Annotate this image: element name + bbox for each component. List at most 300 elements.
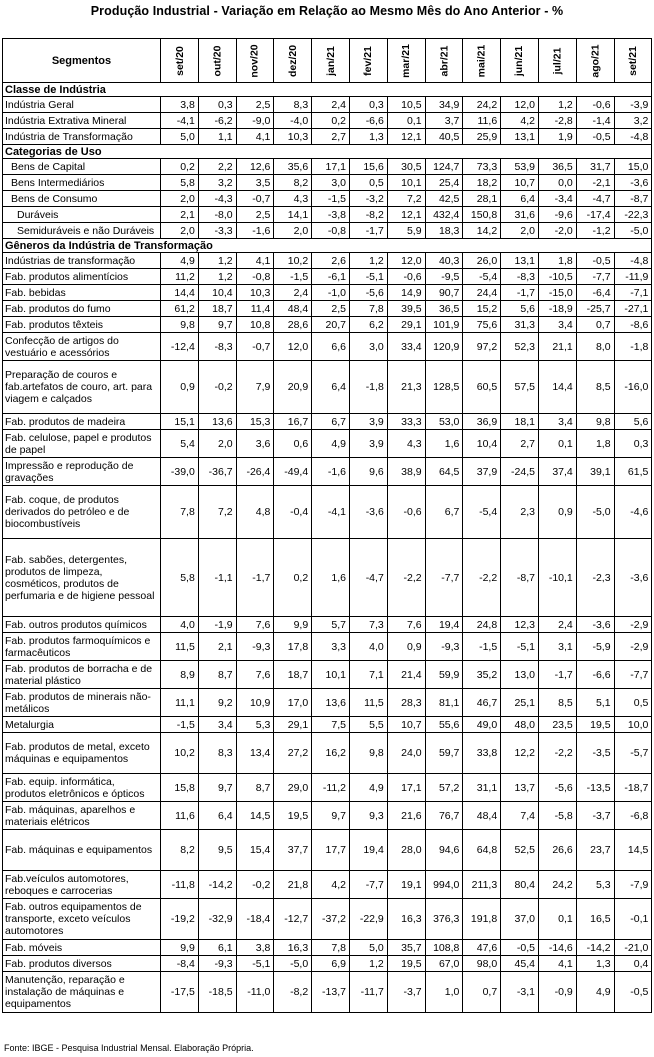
- value-cell: 59,9: [425, 661, 463, 689]
- value-cell: -1,0: [312, 285, 350, 301]
- value-cell: 8,2: [274, 175, 312, 191]
- value-cell: 37,4: [538, 458, 576, 486]
- value-cell: 57,2: [425, 774, 463, 802]
- value-cell: -9,5: [425, 269, 463, 285]
- value-cell: 3,4: [538, 317, 576, 333]
- category-row: [3, 83, 652, 97]
- value-cell: 53,0: [425, 414, 463, 430]
- value-cell: 12,0: [387, 253, 425, 269]
- value-cell: 3,2: [614, 113, 652, 129]
- value-cell: -4,1: [161, 113, 199, 129]
- value-cell: -9,3: [198, 956, 236, 972]
- table-row: [3, 458, 652, 486]
- value-cell: 14,4: [161, 285, 199, 301]
- value-cell: 2,7: [501, 430, 539, 458]
- value-cell: -0,7: [236, 191, 274, 207]
- value-cell: 4,0: [349, 633, 387, 661]
- value-cell: 52,3: [501, 333, 539, 361]
- value-cell: 6,7: [425, 486, 463, 539]
- value-cell: -5,6: [349, 285, 387, 301]
- value-cell: -5,8: [538, 802, 576, 830]
- value-cell: 1,3: [349, 129, 387, 145]
- value-cell: 10,5: [387, 97, 425, 113]
- value-cell: 16,3: [274, 940, 312, 956]
- value-cell: -8,6: [614, 317, 652, 333]
- value-cell: 4,1: [538, 956, 576, 972]
- value-cell: 55,6: [425, 717, 463, 733]
- segment-label: Fab. móveis: [3, 940, 161, 956]
- value-cell: 10,3: [274, 129, 312, 145]
- value-cell: 11,2: [161, 269, 199, 285]
- segment-label: Fab. produtos de borracha e de material plástico: [3, 661, 161, 689]
- value-cell: 3,7: [425, 113, 463, 129]
- value-cell: -1,5: [274, 269, 312, 285]
- table-row: [3, 207, 652, 223]
- value-cell: -5,0: [274, 956, 312, 972]
- segment-label: Preparação de couros e fab.artefatos de couro, art. para viagem e calçados: [3, 361, 161, 414]
- value-cell: 11,6: [463, 113, 501, 129]
- value-cell: -8,2: [274, 972, 312, 1013]
- value-cell: -0,6: [576, 97, 614, 113]
- month-header: [198, 39, 236, 83]
- value-cell: 18,2: [463, 175, 501, 191]
- value-cell: -2,2: [463, 539, 501, 617]
- value-cell: -1,6: [312, 458, 350, 486]
- value-cell: 21,1: [538, 333, 576, 361]
- value-cell: 8,9: [161, 661, 199, 689]
- segment-label: Bens de Consumo: [3, 191, 161, 207]
- value-cell: 0,1: [538, 899, 576, 940]
- value-cell: 21,6: [387, 802, 425, 830]
- value-cell: 6,7: [312, 414, 350, 430]
- value-cell: 13,1: [501, 253, 539, 269]
- value-cell: 4,1: [236, 129, 274, 145]
- value-cell: 0,2: [312, 113, 350, 129]
- value-cell: 25,4: [425, 175, 463, 191]
- value-cell: 4,2: [501, 113, 539, 129]
- value-cell: 9,7: [312, 802, 350, 830]
- value-cell: -3,7: [576, 802, 614, 830]
- value-cell: 9,5: [198, 830, 236, 871]
- value-cell: 13,4: [236, 733, 274, 774]
- value-cell: 60,5: [463, 361, 501, 414]
- month-header: [501, 39, 539, 83]
- value-cell: 5,0: [349, 940, 387, 956]
- category-row: [3, 239, 652, 253]
- value-cell: -5,7: [614, 733, 652, 774]
- value-cell: 2,0: [198, 430, 236, 458]
- value-cell: 6,1: [198, 940, 236, 956]
- value-cell: 21,4: [387, 661, 425, 689]
- value-cell: 9,9: [274, 617, 312, 633]
- value-cell: 17,7: [312, 830, 350, 871]
- value-cell: 19,4: [425, 617, 463, 633]
- month-header-label: nov/20: [248, 43, 261, 78]
- value-cell: 25,1: [501, 689, 539, 717]
- value-cell: 18,1: [501, 414, 539, 430]
- value-cell: -4,3: [198, 191, 236, 207]
- value-cell: 10,4: [463, 430, 501, 458]
- value-cell: -1,4: [576, 113, 614, 129]
- value-cell: 35,6: [274, 159, 312, 175]
- table-row: [3, 486, 652, 539]
- value-cell: 64,8: [463, 830, 501, 871]
- value-cell: 0,6: [274, 430, 312, 458]
- value-cell: 76,7: [425, 802, 463, 830]
- value-cell: 26,0: [463, 253, 501, 269]
- value-cell: -10,1: [538, 539, 576, 617]
- month-header-label: ago/21: [589, 43, 602, 78]
- value-cell: 39,5: [387, 301, 425, 317]
- month-header-label: mar/21: [400, 43, 413, 78]
- value-cell: 9,7: [198, 774, 236, 802]
- value-cell: 0,2: [274, 539, 312, 617]
- value-cell: -3,6: [349, 486, 387, 539]
- value-cell: 19,5: [387, 956, 425, 972]
- value-cell: 28,3: [387, 689, 425, 717]
- month-header: [349, 39, 387, 83]
- value-cell: -0,6: [387, 486, 425, 539]
- value-cell: -4,1: [312, 486, 350, 539]
- value-cell: 14,4: [538, 361, 576, 414]
- value-cell: 36,5: [538, 159, 576, 175]
- value-cell: 2,5: [236, 97, 274, 113]
- value-cell: 7,8: [349, 301, 387, 317]
- table-row: [3, 871, 652, 899]
- value-cell: 2,0: [501, 223, 539, 239]
- value-cell: 39,1: [576, 458, 614, 486]
- value-cell: 15,6: [349, 159, 387, 175]
- value-cell: 11,4: [236, 301, 274, 317]
- value-cell: 16,2: [312, 733, 350, 774]
- value-cell: 2,1: [161, 207, 199, 223]
- value-cell: 49,0: [463, 717, 501, 733]
- month-header-label: abr/21: [437, 45, 450, 76]
- segment-label: Indústria Extrativa Mineral: [3, 113, 161, 129]
- table-row: [3, 301, 652, 317]
- value-cell: 6,6: [312, 333, 350, 361]
- category-label: Categorias de Uso: [3, 145, 652, 159]
- value-cell: 9,8: [349, 733, 387, 774]
- value-cell: 4,2: [312, 871, 350, 899]
- value-cell: 98,0: [463, 956, 501, 972]
- value-cell: -1,5: [312, 191, 350, 207]
- month-header: [463, 39, 501, 83]
- value-cell: 11,5: [161, 633, 199, 661]
- value-cell: 0,9: [538, 486, 576, 539]
- value-cell: 37,7: [274, 830, 312, 871]
- value-cell: -5,1: [501, 633, 539, 661]
- value-cell: 3,3: [312, 633, 350, 661]
- value-cell: 12,6: [236, 159, 274, 175]
- segment-label: Fab. sabões, detergentes, produtos de limpeza, cosméticos, produtos de perfumaria e de higiene pessoal: [3, 539, 161, 617]
- segment-label: Confecção de artigos do vestuário e acessórios: [3, 333, 161, 361]
- value-cell: 7,3: [349, 617, 387, 633]
- segment-label: Metalurgia: [3, 717, 161, 733]
- value-cell: -14,2: [198, 871, 236, 899]
- value-cell: 31,1: [463, 774, 501, 802]
- segment-label: Fab. produtos de metal, exceto máquinas e equipamentos: [3, 733, 161, 774]
- table-row: [3, 689, 652, 717]
- value-cell: -6,6: [576, 661, 614, 689]
- value-cell: 2,4: [538, 617, 576, 633]
- month-header: [576, 39, 614, 83]
- value-cell: -9,6: [538, 207, 576, 223]
- value-cell: 18,7: [274, 661, 312, 689]
- value-cell: 6,4: [312, 361, 350, 414]
- value-cell: 29,0: [274, 774, 312, 802]
- segment-label: Bens de Capital: [3, 159, 161, 175]
- value-cell: -6,6: [349, 113, 387, 129]
- value-cell: -0,7: [236, 333, 274, 361]
- value-cell: 1,9: [538, 129, 576, 145]
- value-cell: 13,6: [312, 689, 350, 717]
- segment-label: Indústria Geral: [3, 97, 161, 113]
- value-cell: -0,8: [312, 223, 350, 239]
- month-header: [274, 39, 312, 83]
- value-cell: 42,5: [425, 191, 463, 207]
- value-cell: 128,5: [425, 361, 463, 414]
- value-cell: -18,4: [236, 899, 274, 940]
- value-cell: -0,5: [576, 129, 614, 145]
- value-cell: -24,5: [501, 458, 539, 486]
- value-cell: 40,5: [425, 129, 463, 145]
- table-row: [3, 830, 652, 871]
- value-cell: 108,8: [425, 940, 463, 956]
- value-cell: 17,1: [312, 159, 350, 175]
- value-cell: -11,2: [312, 774, 350, 802]
- value-cell: 24,2: [463, 97, 501, 113]
- value-cell: 1,2: [538, 97, 576, 113]
- value-cell: 2,0: [161, 191, 199, 207]
- value-cell: 24,0: [387, 733, 425, 774]
- value-cell: -5,4: [463, 269, 501, 285]
- value-cell: -1,7: [349, 223, 387, 239]
- value-cell: -1,5: [161, 717, 199, 733]
- value-cell: 81,1: [425, 689, 463, 717]
- segment-label: Semiduráveis e não Duráveis: [3, 223, 161, 239]
- value-cell: 29,1: [387, 317, 425, 333]
- value-cell: 15,3: [236, 414, 274, 430]
- segment-label: Fab. produtos de madeira: [3, 414, 161, 430]
- value-cell: 2,4: [274, 285, 312, 301]
- value-cell: 2,1: [198, 633, 236, 661]
- value-cell: 17,0: [274, 689, 312, 717]
- segment-label: Fab. produtos farmoquímicos e farmacêuticos: [3, 633, 161, 661]
- value-cell: -3,3: [198, 223, 236, 239]
- value-cell: 34,9: [425, 97, 463, 113]
- value-cell: -7,1: [614, 285, 652, 301]
- value-cell: 48,4: [463, 802, 501, 830]
- month-header-label: dez/20: [286, 44, 299, 77]
- value-cell: 5,1: [576, 689, 614, 717]
- value-cell: -1,6: [236, 223, 274, 239]
- month-header-label: jan/21: [324, 45, 337, 76]
- value-cell: 61,5: [614, 458, 652, 486]
- value-cell: 3,2: [198, 175, 236, 191]
- value-cell: 9,3: [349, 802, 387, 830]
- value-cell: 1,6: [425, 430, 463, 458]
- value-cell: 13,1: [501, 129, 539, 145]
- value-cell: 6,4: [501, 191, 539, 207]
- value-cell: 5,4: [161, 430, 199, 458]
- value-cell: 5,8: [161, 539, 199, 617]
- value-cell: 4,1: [236, 253, 274, 269]
- segment-label: Fab. outros produtos químicos: [3, 617, 161, 633]
- month-header: [614, 39, 652, 83]
- value-cell: -3,6: [614, 175, 652, 191]
- value-cell: 9,8: [161, 317, 199, 333]
- table-row: [3, 633, 652, 661]
- value-cell: -14,2: [576, 940, 614, 956]
- value-cell: 4,0: [161, 617, 199, 633]
- value-cell: -1,8: [614, 333, 652, 361]
- value-cell: -3,7: [387, 972, 425, 1013]
- value-cell: 7,2: [387, 191, 425, 207]
- value-cell: -26,4: [236, 458, 274, 486]
- value-cell: 64,5: [425, 458, 463, 486]
- month-header-label: jul/21: [551, 47, 564, 74]
- value-cell: -13,5: [576, 774, 614, 802]
- value-cell: 10,4: [198, 285, 236, 301]
- value-cell: 0,3: [614, 430, 652, 458]
- value-cell: 46,7: [463, 689, 501, 717]
- value-cell: 12,0: [501, 97, 539, 113]
- value-cell: 10,3: [236, 285, 274, 301]
- value-cell: 2,4: [312, 97, 350, 113]
- value-cell: 28,1: [463, 191, 501, 207]
- value-cell: -1,7: [538, 661, 576, 689]
- value-cell: 28,6: [274, 317, 312, 333]
- segment-label: Fab. produtos alimentícios: [3, 269, 161, 285]
- value-cell: 5,9: [387, 223, 425, 239]
- value-cell: 1,8: [538, 253, 576, 269]
- value-cell: 1,8: [576, 430, 614, 458]
- value-cell: 9,9: [161, 940, 199, 956]
- value-cell: 5,8: [161, 175, 199, 191]
- value-cell: 191,8: [463, 899, 501, 940]
- value-cell: 8,7: [236, 774, 274, 802]
- value-cell: 4,9: [349, 774, 387, 802]
- value-cell: 12,2: [501, 733, 539, 774]
- value-cell: 29,1: [274, 717, 312, 733]
- value-cell: 8,5: [576, 361, 614, 414]
- table-row: [3, 223, 652, 239]
- table-row: [3, 802, 652, 830]
- value-cell: -21,0: [614, 940, 652, 956]
- value-cell: 4,3: [274, 191, 312, 207]
- segment-label: Fab. outros equipamentos de transporte, exceto veículos automotores: [3, 899, 161, 940]
- value-cell: -5,4: [463, 486, 501, 539]
- value-cell: 5,5: [349, 717, 387, 733]
- value-cell: -3,6: [614, 539, 652, 617]
- table-row: [3, 539, 652, 617]
- value-cell: 97,2: [463, 333, 501, 361]
- value-cell: 2,5: [312, 301, 350, 317]
- value-cell: -2,0: [538, 223, 576, 239]
- value-cell: 5,6: [501, 301, 539, 317]
- value-cell: -2,2: [387, 539, 425, 617]
- value-cell: 0,3: [198, 97, 236, 113]
- segment-label: Fab. produtos têxteis: [3, 317, 161, 333]
- value-cell: 6,9: [312, 956, 350, 972]
- value-cell: -9,0: [236, 113, 274, 129]
- value-cell: 23,7: [576, 830, 614, 871]
- value-cell: 7,6: [236, 617, 274, 633]
- value-cell: 9,8: [576, 414, 614, 430]
- value-cell: 24,4: [463, 285, 501, 301]
- value-cell: 3,8: [161, 97, 199, 113]
- segment-label: Fab. produtos diversos: [3, 956, 161, 972]
- value-cell: 4,9: [161, 253, 199, 269]
- value-cell: 1,2: [349, 956, 387, 972]
- value-cell: 3,5: [236, 175, 274, 191]
- value-cell: 12,1: [387, 129, 425, 145]
- value-cell: -18,5: [198, 972, 236, 1013]
- page-title: Produção Industrial - Variação em Relação ao Mesmo Mês do Ano Anterior - %: [90, 4, 564, 18]
- value-cell: 53,9: [501, 159, 539, 175]
- value-cell: -2,8: [538, 113, 576, 129]
- value-cell: 2,3: [501, 486, 539, 539]
- value-cell: -1,7: [501, 285, 539, 301]
- value-cell: -6,1: [312, 269, 350, 285]
- value-cell: 1,6: [312, 539, 350, 617]
- month-header-label: set/20: [173, 45, 186, 76]
- value-cell: 16,5: [576, 899, 614, 940]
- value-cell: 61,2: [161, 301, 199, 317]
- segment-label: Fab. máquinas, aparelhos e materiais elétricos: [3, 802, 161, 830]
- table-row: [3, 317, 652, 333]
- segment-label: Indústrias de transformação: [3, 253, 161, 269]
- value-cell: -12,7: [274, 899, 312, 940]
- value-cell: 3,0: [312, 175, 350, 191]
- table-row: [3, 617, 652, 633]
- value-cell: 57,5: [501, 361, 539, 414]
- value-cell: 0,3: [349, 97, 387, 113]
- value-cell: 2,0: [161, 223, 199, 239]
- value-cell: -0,5: [576, 253, 614, 269]
- value-cell: 0,4: [614, 956, 652, 972]
- value-cell: -32,9: [198, 899, 236, 940]
- value-cell: 5,0: [161, 129, 199, 145]
- value-cell: -8,4: [161, 956, 199, 972]
- value-cell: -19,2: [161, 899, 199, 940]
- value-cell: 15,8: [161, 774, 199, 802]
- value-cell: 120,9: [425, 333, 463, 361]
- value-cell: -2,2: [538, 733, 576, 774]
- value-cell: -6,8: [614, 802, 652, 830]
- value-cell: 18,7: [198, 301, 236, 317]
- month-header: [387, 39, 425, 83]
- value-cell: 10,9: [236, 689, 274, 717]
- value-cell: -4,0: [274, 113, 312, 129]
- value-cell: -3,2: [349, 191, 387, 207]
- value-cell: 0,2: [161, 159, 199, 175]
- value-cell: 3,4: [538, 414, 576, 430]
- table-row: [3, 269, 652, 285]
- value-cell: -0,5: [614, 972, 652, 1013]
- value-cell: -10,5: [538, 269, 576, 285]
- value-cell: -3,5: [576, 733, 614, 774]
- value-cell: 10,1: [387, 175, 425, 191]
- value-cell: -5,9: [576, 633, 614, 661]
- value-cell: -7,7: [576, 269, 614, 285]
- value-cell: 5,6: [614, 414, 652, 430]
- value-cell: 17,1: [387, 774, 425, 802]
- value-cell: 14,5: [236, 802, 274, 830]
- value-cell: -7,7: [349, 871, 387, 899]
- value-cell: 48,4: [274, 301, 312, 317]
